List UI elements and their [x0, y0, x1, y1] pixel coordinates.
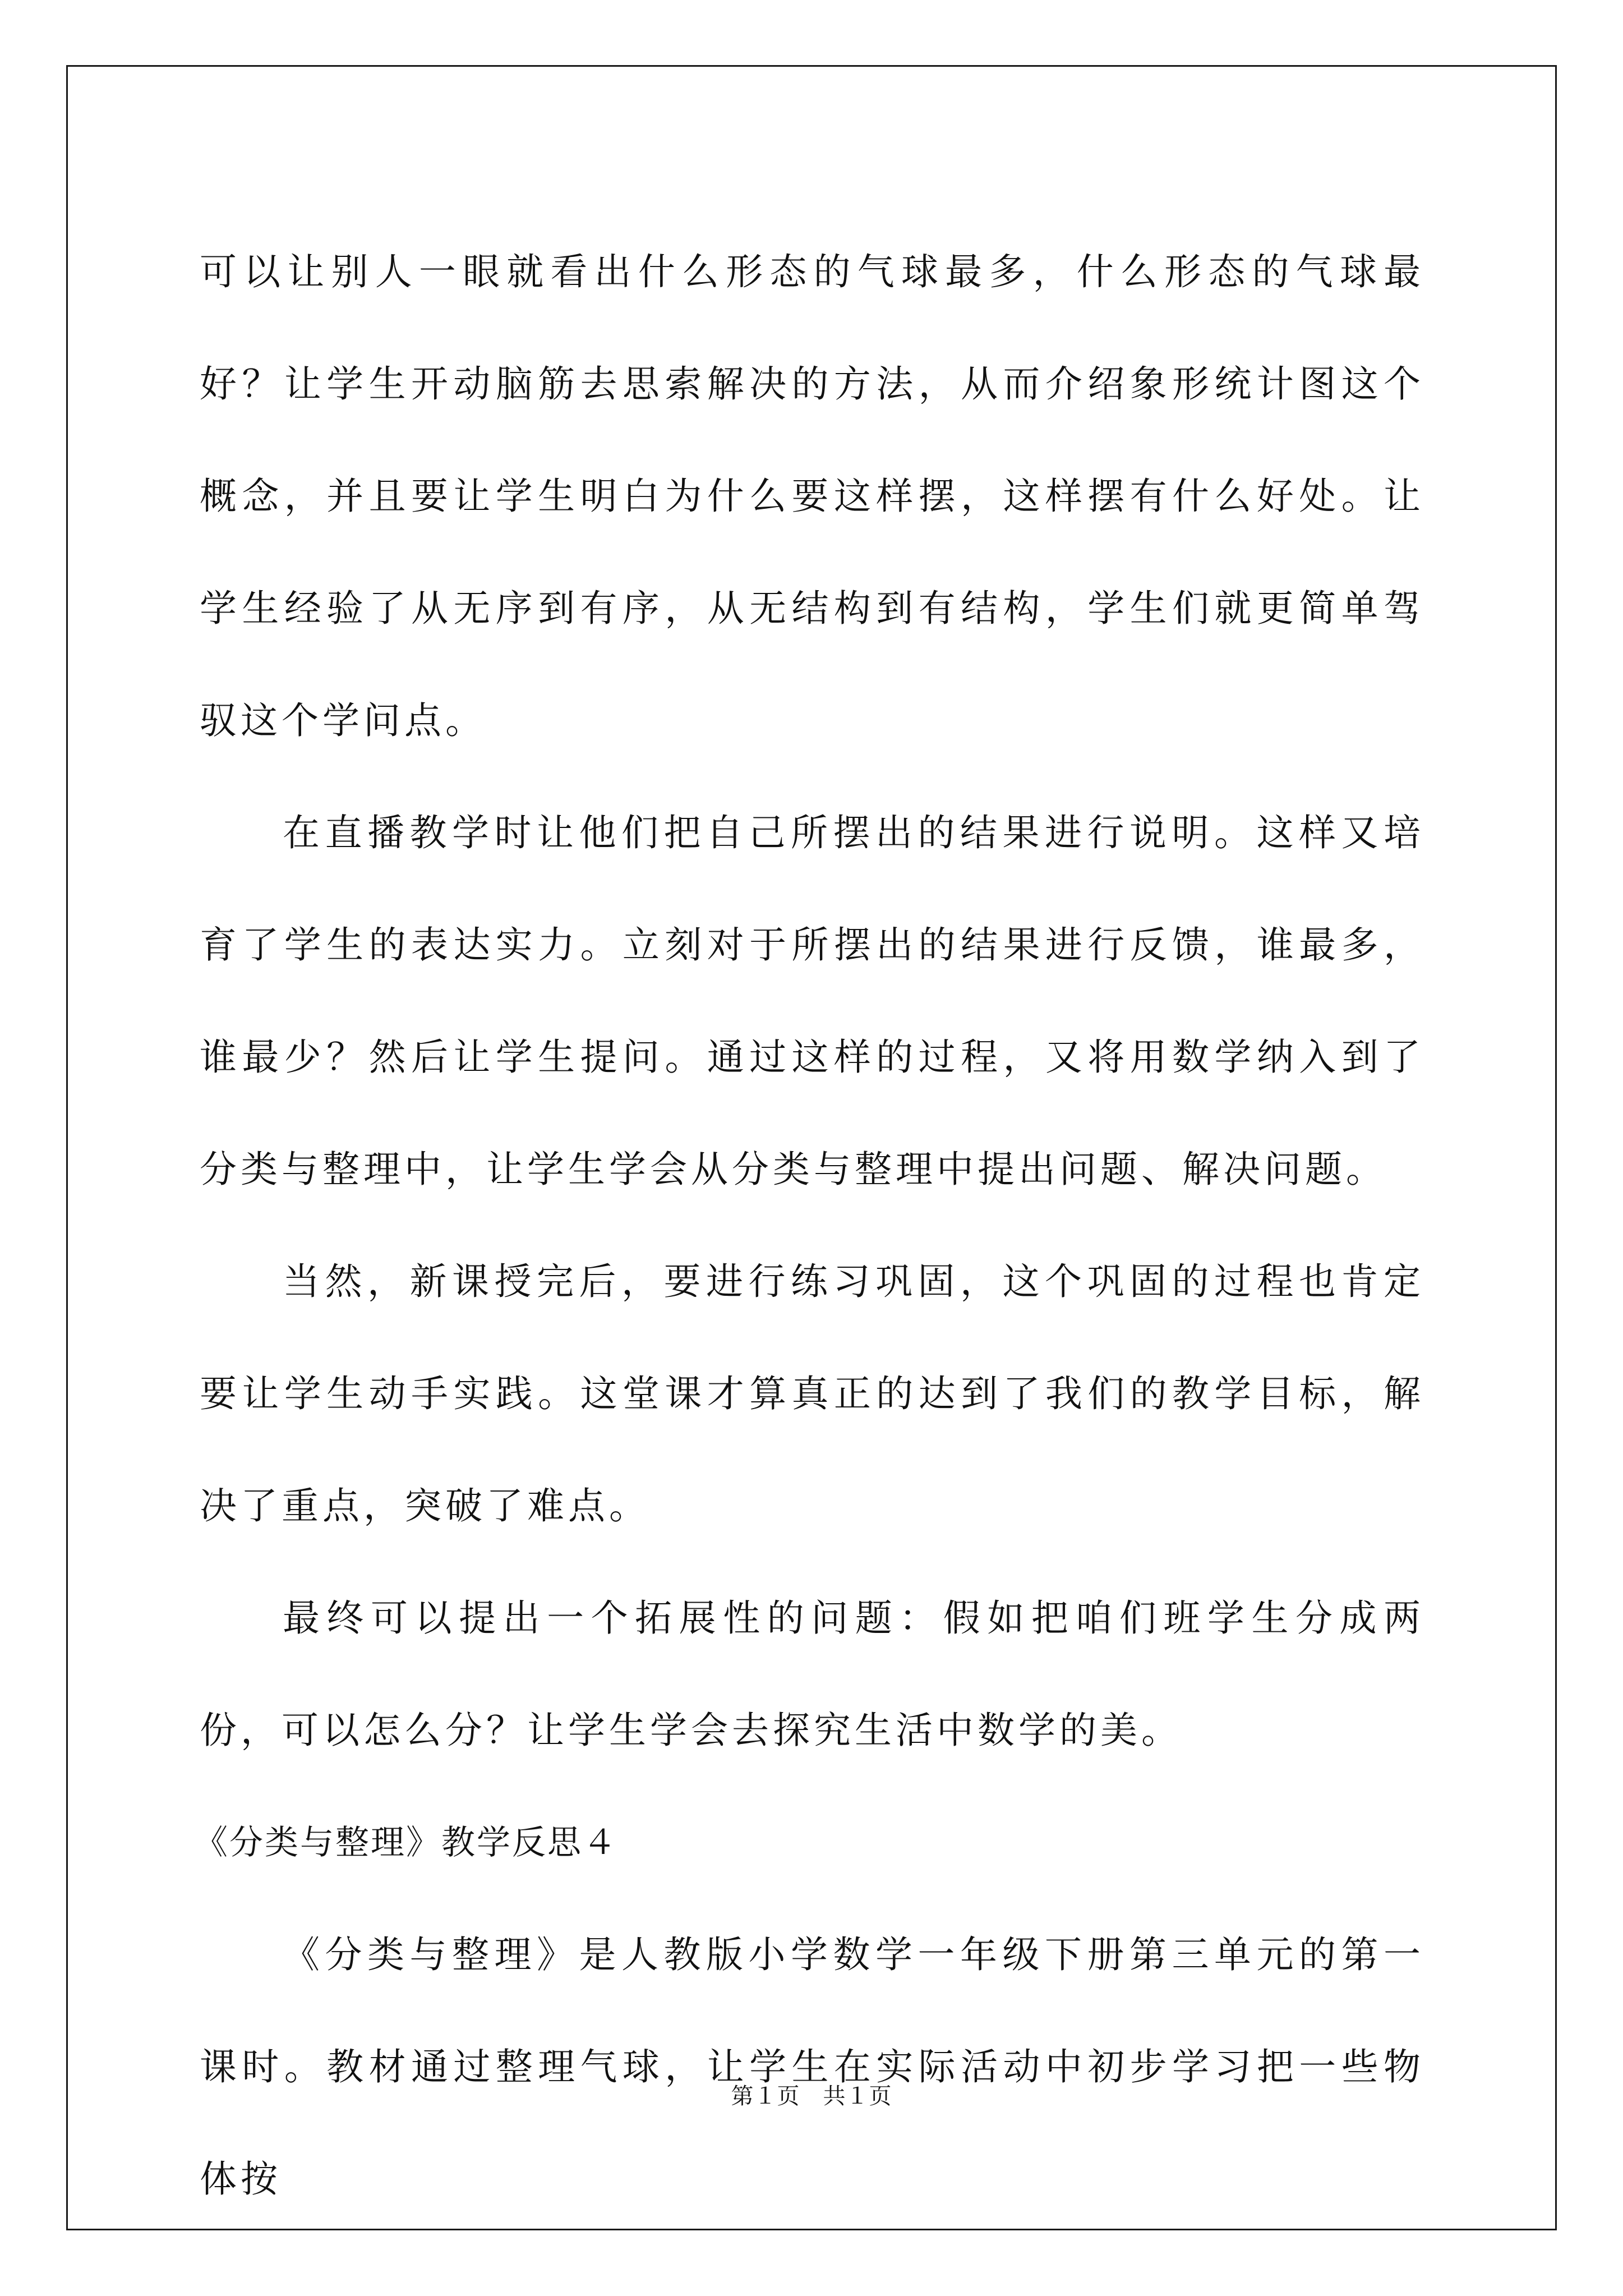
paragraph-3: 当然，新课授完后，要进行练习巩固，这个巩固的过程也肯定要让学生动手实践。这堂课才算真正的达到了我们的教学目标，解决了重点，突破了难点。 [200, 1260, 1424, 1527]
section-heading: 《分类与整理》教学反思４ [194, 1823, 618, 1862]
document-body [194, 216, 1424, 2235]
paragraph-2: 在直播教学时让他们把自己所摆出的结果进行说明。这样又培育了学生的表达实力。立刻对于所摆出的结果进行反馈，谁最多，谁最少？然后让学生提问。通过这样的过程，又将用数学纳入到了分类与整理中，让学生学会从分类与整理中提出问题、解决问题。 [200, 811, 1424, 1191]
section-paragraph: 《分类与整理》是人教版小学数学一年级下册第三单元的第一课时。教材通过整理气球，让学生在实际活动中初步学习把一些物体按 [200, 1933, 1424, 2201]
paragraph-4: 最终可以提出一个拓展性的问题：假如把咱们班学生分成两份，可以怎么分？让学生学会去探究生活中数学的美。 [200, 1596, 1424, 1752]
paragraph-1: 可以让别人一眼就看出什么形态的气球最多，什么形态的气球最好？让学生开动脑筋去思索解决的方法，从而介绍象形统计图这个概念，并且要让学生明白为什么要这样摆，这样摆有什么好处。让学生经验了从无序到有序，从无结构到有结构，学生们就更简单驾驭这个学问点。 [200, 250, 1424, 742]
page-footer: 第１页 共１页 [731, 2083, 892, 2109]
